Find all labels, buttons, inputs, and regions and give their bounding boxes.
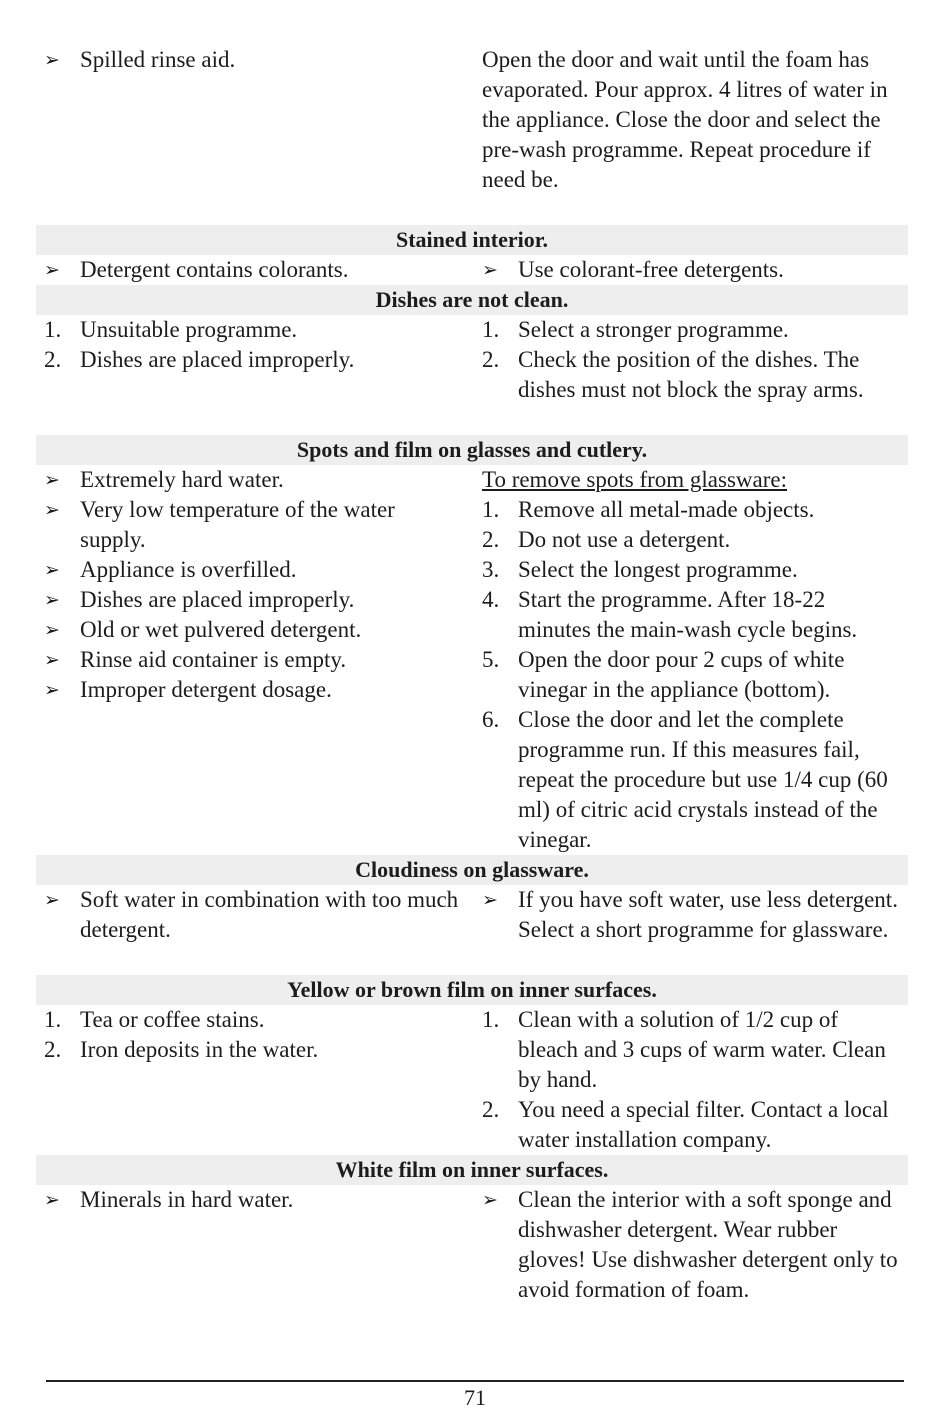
item-text: Tea or coffee stains. bbox=[80, 1007, 265, 1032]
list-item bbox=[482, 45, 902, 195]
section-row bbox=[36, 315, 908, 435]
item-text: Select the longest programme. bbox=[518, 557, 798, 582]
arrow-bullet-icon: ➢ bbox=[44, 259, 60, 281]
list-item bbox=[44, 615, 464, 645]
list-item bbox=[44, 315, 464, 345]
arrow-bullet-icon: ➢ bbox=[44, 889, 60, 911]
item-text: Dishes are placed improperly. bbox=[80, 347, 355, 372]
list-item bbox=[482, 555, 902, 585]
item-text: Dishes are placed improperly. bbox=[80, 587, 355, 612]
list-number: 6. bbox=[482, 707, 500, 732]
list-item bbox=[44, 345, 464, 375]
list-number: 4. bbox=[482, 587, 500, 612]
list-item bbox=[482, 525, 902, 555]
list-item bbox=[44, 1185, 464, 1215]
list-item bbox=[482, 495, 902, 525]
list-number: 2. bbox=[44, 347, 62, 372]
list-item bbox=[44, 585, 464, 615]
cause-cell bbox=[44, 1005, 464, 1065]
list-number: 2. bbox=[44, 1037, 62, 1062]
item-text: Appliance is overfilled. bbox=[80, 557, 297, 582]
list-number: 2. bbox=[482, 527, 500, 552]
arrow-bullet-icon: ➢ bbox=[44, 1189, 60, 1211]
list-item bbox=[44, 495, 464, 555]
list-number: 1. bbox=[482, 497, 500, 522]
list-item bbox=[482, 255, 902, 285]
list-item bbox=[44, 885, 464, 945]
remedy-cell bbox=[482, 315, 902, 405]
list-item bbox=[482, 705, 902, 855]
item-text: Detergent contains colorants. bbox=[80, 257, 349, 282]
item-text: Use colorant-free detergents. bbox=[518, 257, 784, 282]
section bbox=[36, 855, 908, 975]
item-text: Clean with a solution of 1/2 cup of bleach and 3 cups of warm water. Clean by hand. bbox=[518, 1007, 886, 1092]
item-text: Rinse aid container is empty. bbox=[80, 647, 347, 672]
arrow-bullet-icon: ➢ bbox=[44, 589, 60, 611]
item-text: Spilled rinse aid. bbox=[80, 47, 236, 72]
list-number: 1. bbox=[44, 317, 62, 342]
arrow-bullet-icon: ➢ bbox=[44, 559, 60, 581]
section-heading: Dishes are not clean. bbox=[36, 285, 908, 315]
section-heading: White film on inner surfaces. bbox=[36, 1155, 908, 1185]
arrow-bullet-icon: ➢ bbox=[44, 469, 60, 491]
list-number: 3. bbox=[482, 557, 500, 582]
section-heading: Stained interior. bbox=[36, 225, 908, 255]
arrow-bullet-icon: ➢ bbox=[44, 679, 60, 701]
list-item bbox=[44, 555, 464, 585]
item-text: Select a stronger programme. bbox=[518, 317, 789, 342]
list-item bbox=[482, 585, 902, 645]
list-item bbox=[482, 885, 902, 945]
section bbox=[36, 285, 908, 435]
section-heading: Spots and film on glasses and cutlery. bbox=[36, 435, 908, 465]
list-item bbox=[44, 255, 464, 285]
list-item bbox=[482, 645, 902, 705]
section bbox=[36, 975, 908, 1155]
arrow-bullet-icon: ➢ bbox=[482, 259, 498, 281]
arrow-bullet-icon: ➢ bbox=[44, 499, 60, 521]
section-row bbox=[36, 45, 908, 225]
list-number: 2. bbox=[482, 347, 500, 372]
list-item bbox=[44, 465, 464, 495]
item-text: Open the door pour 2 cups of white vinegar in the appliance (bottom). bbox=[518, 647, 845, 702]
cause-cell bbox=[44, 1185, 464, 1215]
list-number: 5. bbox=[482, 647, 500, 672]
remedy-cell bbox=[482, 1005, 902, 1155]
list-item bbox=[482, 315, 902, 345]
section-row bbox=[36, 255, 908, 285]
remedy-cell bbox=[482, 45, 902, 195]
remedy-cell bbox=[482, 1185, 902, 1305]
list-item bbox=[44, 675, 464, 705]
section bbox=[36, 1155, 908, 1335]
item-text: Remove all metal-made objects. bbox=[518, 497, 815, 522]
list-item bbox=[44, 1005, 464, 1035]
list-intro: To remove spots from glassware: bbox=[482, 467, 787, 492]
remedy-cell bbox=[482, 255, 902, 285]
list-item bbox=[482, 1095, 902, 1155]
list-item bbox=[482, 345, 902, 405]
page-number: 71 bbox=[464, 1385, 486, 1410]
item-text: Old or wet pulvered detergent. bbox=[80, 617, 362, 642]
footer-divider bbox=[46, 1380, 904, 1382]
remedy-cell bbox=[482, 465, 902, 855]
list-number: 1. bbox=[44, 1007, 62, 1032]
item-text: Minerals in hard water. bbox=[80, 1187, 294, 1212]
section-row bbox=[36, 1005, 908, 1155]
item-text: Improper detergent dosage. bbox=[80, 677, 332, 702]
arrow-bullet-icon: ➢ bbox=[44, 619, 60, 641]
item-text: Close the door and let the complete programme run. If this measures fail, repeat the procedure but use 1/4 cup (60 ml) of citric acid crystals instead of the vinegar. bbox=[518, 707, 888, 852]
troubleshooting-table bbox=[36, 45, 908, 1335]
list-item bbox=[482, 1185, 902, 1305]
list-item bbox=[482, 1005, 902, 1095]
item-text: Clean the interior with a soft sponge and dishwasher detergent. Wear rubber gloves! Use dishwasher detergent only to avoid formation of foam. bbox=[518, 1187, 898, 1302]
section bbox=[36, 225, 908, 285]
arrow-bullet-icon: ➢ bbox=[44, 649, 60, 671]
item-text: Start the programme. After 18-22 minutes the main-wash cycle begins. bbox=[518, 587, 858, 642]
cause-cell bbox=[44, 885, 464, 945]
list-number: 2. bbox=[482, 1097, 500, 1122]
remedy-cell bbox=[482, 885, 902, 945]
item-text: Very low temperature of the water supply. bbox=[80, 497, 395, 552]
item-text: If you have soft water, use less detergent. Select a short programme for glassware. bbox=[518, 887, 898, 942]
item-text: Extremely hard water. bbox=[80, 467, 284, 492]
section bbox=[36, 45, 908, 225]
list-item bbox=[44, 1035, 464, 1065]
arrow-bullet-icon: ➢ bbox=[482, 1189, 498, 1211]
item-text: Iron deposits in the water. bbox=[80, 1037, 319, 1062]
arrow-bullet-icon: ➢ bbox=[482, 889, 498, 911]
arrow-bullet-icon: ➢ bbox=[44, 49, 60, 71]
item-text: Check the position of the dishes. The dishes must not block the spray arms. bbox=[518, 347, 864, 402]
section-row bbox=[36, 885, 908, 975]
cause-cell bbox=[44, 315, 464, 375]
cause-cell bbox=[44, 255, 464, 285]
cause-cell bbox=[44, 465, 464, 705]
list-item bbox=[44, 45, 464, 75]
item-text: Open the door and wait until the foam has evaporated. Pour approx. 4 litres of water in the appliance. Close the door and select the pre-wash programme. Repeat procedure if need be. bbox=[482, 47, 888, 192]
section-row bbox=[36, 1185, 908, 1335]
item-text: Unsuitable programme. bbox=[80, 317, 298, 342]
list-number: 1. bbox=[482, 317, 500, 342]
list-item bbox=[44, 645, 464, 675]
section-row bbox=[36, 465, 908, 855]
section-heading: Yellow or brown film on inner surfaces. bbox=[36, 975, 908, 1005]
section bbox=[36, 435, 908, 855]
cause-cell bbox=[44, 45, 464, 75]
section-heading: Cloudiness on glassware. bbox=[36, 855, 908, 885]
item-text: Soft water in combination with too much detergent. bbox=[80, 887, 459, 942]
item-text: Do not use a detergent. bbox=[518, 527, 731, 552]
item-text: You need a special filter. Contact a local water installation company. bbox=[518, 1097, 889, 1152]
list-number: 1. bbox=[482, 1007, 500, 1032]
